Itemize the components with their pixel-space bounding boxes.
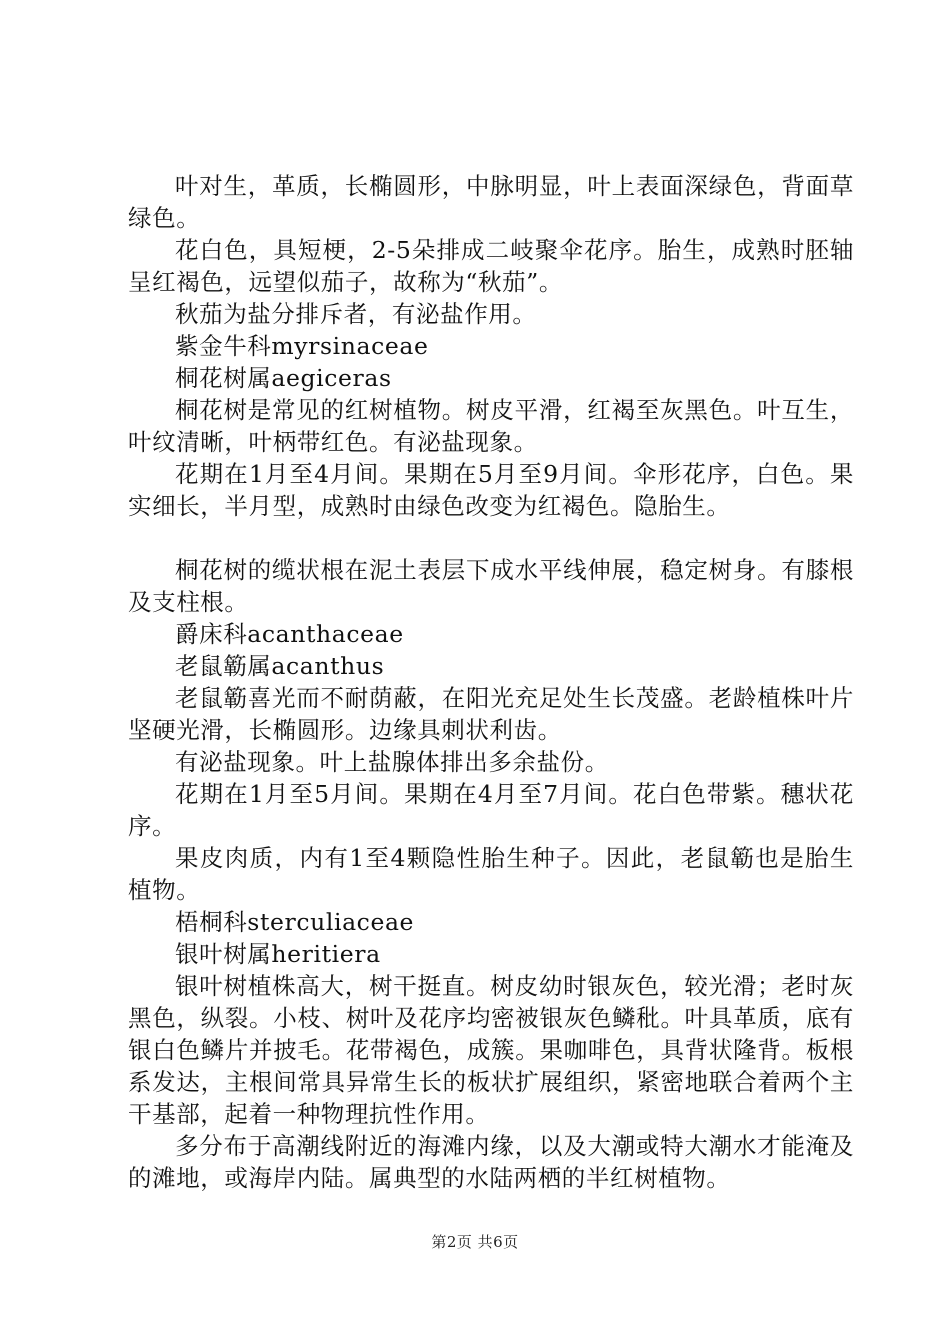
- paragraph-acanthus-fruit: 果皮肉质，内有1至4颗隐性胎生种子。因此，老鼠簕也是胎生植物。: [128, 844, 854, 904]
- page-number-footer: 第2页 共6页: [431, 1233, 519, 1251]
- paragraph-acanthus-salt: 有泌盐现象。叶上盐腺体排出多余盐份。: [175, 748, 609, 776]
- heading-genus-acanthus: 老鼠簕属acanthus: [175, 652, 385, 680]
- document-body: [128, 170, 854, 1194]
- paragraph-flower-description: 花白色，具短梗，2-5朵排成二岐聚伞花序。胎生，成熟时胚轴呈红褐色，远望似茄子，故称为“秋茄”。: [128, 236, 854, 296]
- paragraph-aegiceras-description: 桐花树是常见的红树植物。树皮平滑，红褐至灰黑色。叶互生，叶纹清晰，叶柄带红色。有泌盐现象。: [128, 396, 854, 456]
- heading-family-sterculiaceae: 梧桐科sterculiaceae: [175, 908, 415, 936]
- paragraph-acanthus-flowering: 花期在1月至5月间。果期在4月至7月间。花白色带紫。穗状花序。: [128, 780, 854, 840]
- paragraph-salt-exclusion: 秋茄为盐分排斥者，有泌盐作用。: [175, 300, 537, 328]
- paragraph-aegiceras-flowering: 花期在1月至4月间。果期在5月至9月间。伞形花序，白色。果实细长，半月型，成熟时由绿色改变为红褐色。隐胎生。: [128, 460, 854, 520]
- paragraph-heritiera-description: 银叶树植株高大，树干挺直。树皮幼时银灰色，较光滑；老时灰黑色，纵裂。小枝、树叶及花序均密被银灰色鳞秕。叶具革质，底有银白色鳞片并披毛。花带褐色，成簇。果咖啡色，具背状隆背。板根系发达，主根间常具异常生长的板状扩展组织，紧密地联合着两个主干基部，起着一种物理抗性作用。: [128, 972, 854, 1128]
- heading-family-myrsinaceae: 紫金牛科myrsinaceae: [175, 332, 429, 360]
- heading-genus-heritiera: 银叶树属heritiera: [175, 940, 381, 968]
- paragraph-acanthus-description: 老鼠簕喜光而不耐荫蔽，在阳光充足处生长茂盛。老龄植株叶片坚硬光滑，长椭圆形。边缘具刺状利齿。: [128, 684, 854, 744]
- heading-genus-aegiceras: 桐花树属aegiceras: [175, 364, 392, 392]
- paragraph-aegiceras-roots: 桐花树的缆状根在泥土表层下成水平线伸展，稳定树身。有膝根及支柱根。: [128, 556, 854, 616]
- heading-family-acanthaceae: 爵床科acanthaceae: [175, 620, 404, 648]
- paragraph-heritiera-distribution: 多分布于高潮线附近的海滩内缘，以及大潮或特大潮水才能淹及的滩地，或海岸内陆。属典型的水陆两栖的半红树植物。: [128, 1132, 854, 1192]
- paragraph-leaf-description: 叶对生，革质，长椭圆形，中脉明显，叶上表面深绿色，背面草绿色。: [128, 172, 854, 232]
